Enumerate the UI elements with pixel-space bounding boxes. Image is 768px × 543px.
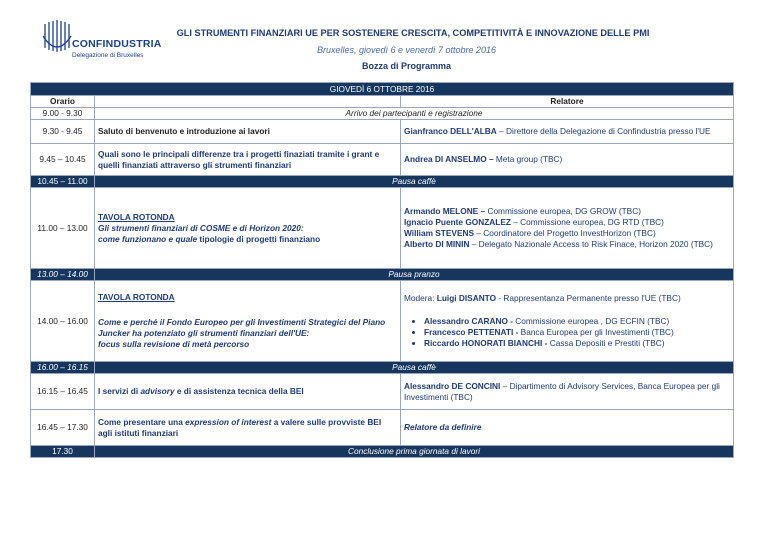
logo-subtitle: Delegazione di Bruxelles	[72, 52, 144, 59]
break-row	[31, 176, 734, 188]
moderator-line: Modera: Luigi DISANTO - Rappresentanza Permanente presso l'UE (TBC)	[404, 293, 681, 303]
roundtable-subtitle: come funzionano e quale tipologie di progetti finanziano	[98, 233, 321, 244]
event-title: GLI STRUMENTI FINANZIARI UE PER SOSTENERE CRESCITA, COMPETITIVITÀ E INNOVAZIONE DELLE PMI	[176, 28, 650, 38]
speaker-line: Ignacio Puente GONZALEZ – Commissione europea, DG RTD (TBC)	[404, 217, 664, 227]
row-time: 10.45 – 11.00	[31, 176, 95, 188]
row-time: 16.00 – 16.15	[31, 362, 95, 374]
break-label: Pausa caffè	[95, 362, 734, 374]
event-place-date: Bruxelles, giovedì 6 e venerdì 7 ottobre 2016	[316, 45, 497, 55]
speaker-line: William STEVENS – Coordinatore del Progetto InvestHorizon (TBC)	[404, 228, 656, 238]
roundtable-label: TAVOLA ROTONDA	[98, 211, 175, 222]
column-header-row	[31, 96, 734, 108]
row-time: 17.30	[31, 446, 95, 458]
closing-label: Conclusione prima giornata di lavori	[95, 446, 734, 458]
row-speakers	[401, 281, 734, 362]
speaker-role: – Direttore della Delegazione di Confindustria presso l'UE	[496, 126, 711, 136]
draft-label: Bozza di Programma	[361, 61, 452, 71]
row-time: 14.00 – 16.00	[31, 281, 95, 362]
row-topic	[95, 188, 401, 269]
roundtable-label: TAVOLA ROTONDA	[98, 292, 175, 302]
speaker-line: Armando MELONE – Commissione europea, DG GROW (TBC)	[404, 206, 641, 216]
list-item: • Francesco PETTENATI - Banca Europea per gli Investimenti (TBC)	[424, 327, 730, 338]
speaker-name: Andrea DI ANSELMO –	[404, 154, 494, 164]
row-speaker	[401, 120, 734, 144]
table-row	[31, 144, 734, 176]
row-time: 9.00 - 9.30	[31, 108, 95, 120]
list-item: • Riccardo HONORATI BIANCHI - Cassa Depositi e Prestiti (TBC)	[424, 338, 730, 349]
row-time: 9.45 – 10.45	[31, 144, 95, 176]
table-row	[31, 374, 734, 410]
row-topic: Come presentare una expression of interest a valere sulle provviste BEI agli istituti finanziari	[95, 410, 401, 446]
speaker-role: Meta group (TBC)	[493, 154, 563, 164]
speaker-column-header: Relatore	[401, 96, 734, 108]
row-topic: Saluto di benvenuto e introduzione ai lavori	[95, 120, 401, 144]
logo-name: CONFINDUSTRIA	[72, 38, 162, 50]
topic-column-header	[95, 96, 401, 108]
day-label: GIOVEDÌ 6 OTTOBRE 2016	[31, 83, 734, 96]
row-speakers	[401, 188, 734, 269]
row-event: Arrivo dei partecipanti e registrazione	[95, 108, 734, 120]
break-row	[31, 269, 734, 281]
roundtable-title: Gli strumenti finanziari di COSME e di Horizon 2020:	[98, 222, 304, 233]
row-speaker: Alessandro DE CONCINI – Dipartimento di Advisory Services, Banca Europea per gli Investimenti (TBC)	[401, 374, 734, 410]
row-time: 9.30 - 9.45	[31, 120, 95, 144]
list-item: • Alessandro CARANO - Commissione europea , DG ECFIN (TBC)	[424, 316, 730, 327]
row-topic: I servizi di advisory e di assistenza tecnica della BEI	[95, 374, 401, 410]
break-label: Pausa caffè	[95, 176, 734, 188]
row-speaker: Relatore da definire	[401, 410, 734, 446]
roundtable-subtitle: focus sulla revisione di metà percorso	[98, 339, 250, 349]
table-row	[31, 108, 734, 120]
day-header-row	[31, 83, 734, 96]
row-time: 11.00 – 13.00	[31, 188, 95, 269]
row-time: 13.00 – 14.00	[31, 269, 95, 281]
row-topic	[95, 281, 401, 362]
program-table	[30, 82, 734, 458]
row-speaker	[401, 144, 734, 176]
break-label: Pausa pranzo	[95, 269, 734, 281]
table-row	[31, 188, 734, 269]
speaker-list	[404, 316, 730, 349]
table-row	[31, 281, 734, 362]
row-time: 16.45 – 17.30	[31, 410, 95, 446]
table-row	[31, 120, 734, 144]
closing-row	[31, 446, 734, 458]
row-topic: Quali sono le principali differenze tra i progetti finaziati tramite i grant e quelli finanziati attraverso gli strumenti finanziari	[95, 144, 401, 176]
row-time: 16.15 – 16.45	[31, 374, 95, 410]
speaker-name: Gianfranco DELL'ALBA	[404, 126, 497, 136]
roundtable-title: Come e perché il Fondo Europeo per gli Investimenti Strategici del Piano Juncker ha potenziato gli strumenti finanziari dell'UE:	[98, 317, 386, 338]
time-column-header: Orario	[31, 96, 95, 108]
speaker-line: Alberto DI MININ – Delegato Nazionale Access to Risk Finace, Horizon 2020 (TBC)	[404, 239, 713, 249]
break-row	[31, 362, 734, 374]
table-row	[31, 410, 734, 446]
